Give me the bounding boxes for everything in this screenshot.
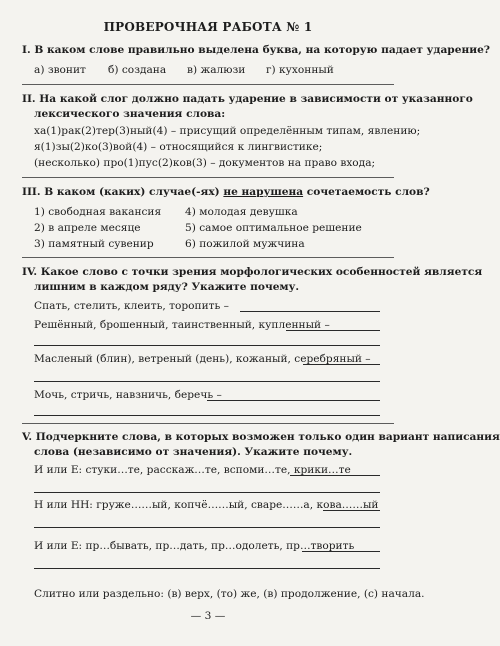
- q5-row-2-answer-line[interactable]: [323, 510, 380, 511]
- divider: [22, 177, 394, 178]
- q5-row-1-answer-line-2[interactable]: [34, 492, 380, 493]
- question-5-line2: слова (независимо от значения). Укажите почему.: [34, 446, 353, 458]
- q4-row-2-answer-line[interactable]: [286, 330, 380, 331]
- q4-row-4: Мочь, стричь, навзничь, беречь –: [34, 389, 222, 401]
- q3-option-6: 6) пожилой мужчина: [185, 238, 305, 250]
- q4-row-1-answer-line[interactable]: [240, 311, 380, 312]
- q5-row-3: И или Е: пр…бывать, пр…дать, пр…одолеть, пр…творить: [34, 540, 355, 552]
- q2-item-2: я(1)зы(2)ко(3)вой(4) – относящийся к лингвистике;: [34, 141, 323, 153]
- q3-underlined: не нарушена: [223, 186, 304, 198]
- q3-option-5: 5) самое оптимальное решение: [185, 222, 362, 234]
- question-4-line2: лишним в каждом ряду? Укажите почему.: [34, 281, 300, 293]
- divider: [22, 84, 394, 85]
- q4-row-4-answer-line-2[interactable]: [34, 415, 380, 416]
- q2-item-1: ха(1)рак(2)тер(3)ный(4) – присущий определённым типам, явлению;: [34, 125, 421, 137]
- q5-row-1: И или Е: стуки…те, расскаж…те, вспоми…те, крики…те: [34, 464, 351, 476]
- q3-option-4: 4) молодая девушка: [185, 206, 298, 218]
- q4-row-3-answer-line-2[interactable]: [34, 381, 380, 382]
- question-1-text: I. В каком слове правильно выделена буква, на которую падает ударение?: [22, 44, 491, 56]
- question-3-text: [22, 186, 430, 199]
- q4-row-2: Решённый, брошенный, таинственный, купленный –: [34, 319, 330, 331]
- q4-row-3-answer-line[interactable]: [303, 364, 380, 365]
- question-2-line2: лексического значения слова:: [34, 108, 226, 120]
- q1-option-d: г) кухонный: [266, 64, 334, 76]
- q5-row-2: Н или НН: груже……ый, копчё……ый, сваре……а, кова……ый: [34, 499, 379, 511]
- page-number: — 3 —: [190, 610, 226, 622]
- page-title: ПРОВЕРОЧНАЯ РАБОТА № 1: [103, 20, 313, 34]
- divider: [22, 423, 394, 424]
- q2-item-3: (несколько) про(1)пус(2)ков(3) – документов на право входа;: [34, 157, 376, 169]
- question-2-line1: II. На какой слог должно падать ударение в зависимости от указанного: [22, 93, 473, 105]
- divider: [22, 257, 394, 258]
- q3-option-1: 1) свободная вакансия: [34, 206, 162, 218]
- q4-row-1: Спать, стелить, клеить, торопить –: [34, 300, 229, 312]
- q1-option-a: а) звонит: [34, 64, 86, 76]
- q5-row-2-answer-line-2[interactable]: [34, 527, 380, 528]
- q1-option-b: б) создана: [108, 64, 167, 76]
- q5-row-1-answer-line[interactable]: [290, 475, 380, 476]
- q4-row-4-answer-line[interactable]: [207, 400, 380, 401]
- q1-option-c: в) жалюзи: [187, 64, 246, 76]
- question-4-line1: IV. Какое слово с точки зрения морфологических особенностей является: [22, 266, 483, 278]
- q5-last-row: Слитно или раздельно: (в) верх, (то) же, (в) продолжение, (с) начала.: [34, 588, 425, 600]
- question-5-line1: V. Подчеркните слова, в которых возможен только один вариант написания: [22, 431, 500, 443]
- q5-row-3-answer-line[interactable]: [302, 551, 380, 552]
- q4-row-2-answer-line-2[interactable]: [34, 345, 380, 346]
- q5-row-3-answer-line-2[interactable]: [34, 568, 380, 569]
- q3-suffix: сочетаемость слов?: [303, 186, 430, 198]
- q3-option-3: 3) памятный сувенир: [34, 238, 154, 250]
- q3-prefix: III. В каком (каких) случае(-ях): [22, 186, 224, 198]
- q4-row-3: Масленый (блин), ветреный (день), кожаный, серебряный –: [34, 353, 371, 365]
- q3-option-2: 2) в апреле месяце: [34, 222, 141, 234]
